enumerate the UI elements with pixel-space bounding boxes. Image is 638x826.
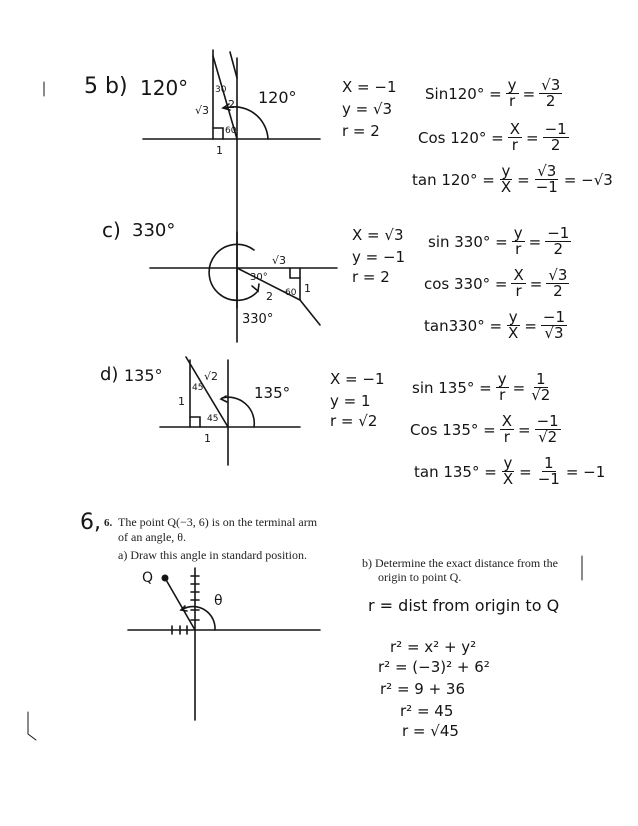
side-adjacent: 1 bbox=[216, 144, 223, 157]
work-line: r² = 9 + 36 bbox=[380, 680, 466, 698]
side-opposite: 1 bbox=[178, 395, 185, 408]
q6-text-line1: The point Q(−3, 6) is on the terminal arm bbox=[118, 515, 318, 529]
work-line: r = √45 bbox=[402, 722, 459, 740]
r-value: r = √2 bbox=[330, 412, 378, 430]
problem-5d-label: d) bbox=[100, 364, 119, 385]
hypotenuse: 2 bbox=[266, 290, 273, 303]
x-value: X = √3 bbox=[352, 226, 404, 244]
y-value: y = −1 bbox=[352, 248, 406, 266]
q6-hand-number: 6, bbox=[80, 510, 101, 535]
trig-row: tan330° = $\frac{y}{X}$ = $\frac{-1}{√3}$ bbox=[424, 308, 566, 342]
arc-label: 120° bbox=[258, 88, 297, 107]
margin-mark bbox=[28, 712, 36, 740]
problem-5b-label: 5 b) bbox=[84, 74, 128, 99]
r-value: r = 2 bbox=[352, 268, 390, 286]
y-value: y = √3 bbox=[342, 100, 393, 118]
q6-number: 6. bbox=[104, 517, 113, 529]
side-opposite: √3 bbox=[195, 104, 210, 117]
side-opposite: 1 bbox=[304, 282, 311, 295]
diagram-q6 bbox=[128, 568, 320, 720]
hypotenuse: 2 bbox=[228, 98, 235, 111]
work-line: r² = x² + y² bbox=[390, 638, 477, 656]
arc-label: 135° bbox=[254, 384, 291, 402]
q6-part-b-line2: origin to point Q. bbox=[378, 570, 462, 584]
trig-row: Cos 135° = $\frac{X}{r}$ = $\frac{-1}{√2}$ bbox=[410, 412, 559, 446]
angle-base: 45 bbox=[207, 414, 219, 424]
trig-row: Cos 120° = $\frac{X}{r}$ = $\frac{-1}{2}$ bbox=[418, 120, 567, 154]
y-value: y = 1 bbox=[330, 392, 371, 410]
trig-row: sin 135° = $\frac{y}{r}$ = $\frac{1}{√2}$ bbox=[412, 370, 551, 404]
x-value: X = −1 bbox=[330, 370, 385, 388]
trig-row: tan 135° = $\frac{y}{X}$ = $\frac{1}{-1}$ = −1 bbox=[414, 454, 606, 488]
trig-row: sin 330° = $\frac{y}{r}$ = $\frac{-1}{2}$ bbox=[428, 224, 570, 258]
q6-part-a: a) Draw this angle in standard position. bbox=[118, 548, 307, 562]
theta-label: θ bbox=[214, 593, 223, 609]
angle-base: 60 bbox=[285, 288, 297, 298]
hypotenuse: √2 bbox=[204, 370, 219, 383]
q6-text-line2: of an angle, θ. bbox=[118, 530, 187, 544]
q6-part-b-line1: b) Determine the exact distance from the bbox=[362, 556, 558, 570]
point-q-label: Q bbox=[142, 570, 154, 586]
problem-5c-angle: 330° bbox=[132, 220, 176, 241]
point-q-dot bbox=[162, 575, 169, 582]
x-value: X = −1 bbox=[342, 78, 397, 96]
side-adjacent: 1 bbox=[204, 432, 211, 445]
trig-row: tan 120° = $\frac{y}{X}$ = $\frac{√3}{-1}$ = −√3 bbox=[412, 162, 613, 196]
work-line: r² = 45 bbox=[400, 702, 454, 720]
problem-5c-label: c) bbox=[102, 218, 121, 242]
r-value: r = 2 bbox=[342, 122, 380, 140]
angle-top: 30 bbox=[215, 85, 227, 95]
angle-top: 30° bbox=[250, 272, 268, 283]
angle-base: 60 bbox=[225, 126, 237, 136]
problem-5b-angle: 120° bbox=[140, 76, 189, 100]
work-line: r² = (−3)² + 6² bbox=[378, 658, 490, 676]
problem-5d-angle: 135° bbox=[124, 366, 163, 385]
work-line: r = dist from origin to Q bbox=[368, 596, 560, 615]
angle-top: 45 bbox=[192, 383, 204, 393]
trig-row: cos 330° = $\frac{X}{r}$ = $\frac{√3}{2}$ bbox=[424, 266, 568, 300]
trig-row: Sin120° = $\frac{y}{r}$ = $\frac{√3}{2}$ bbox=[425, 76, 561, 110]
side-adjacent: √3 bbox=[272, 254, 287, 267]
arc-label: 330° bbox=[242, 312, 274, 327]
diagram-5d bbox=[160, 357, 300, 465]
